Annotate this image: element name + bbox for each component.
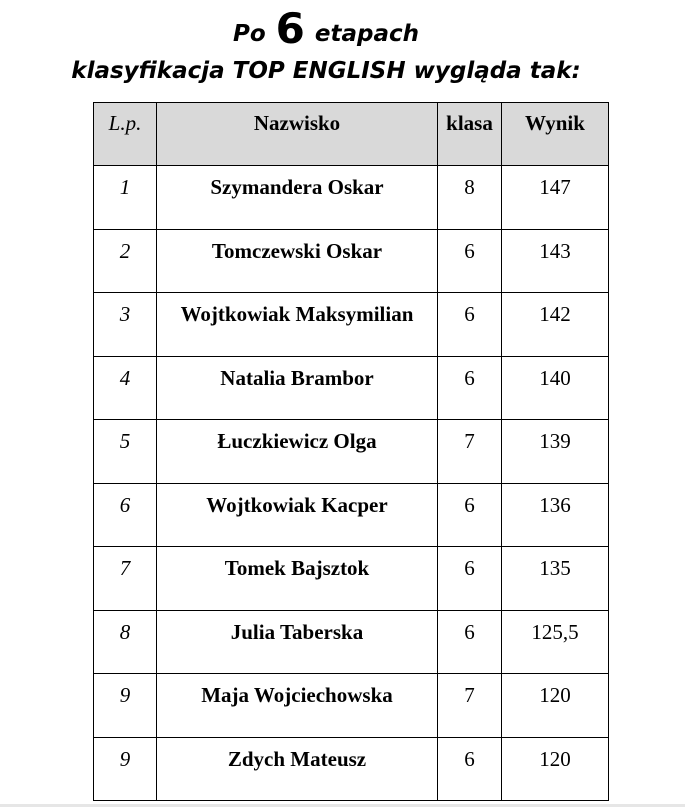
row-class: 6: [438, 229, 502, 293]
table-row: [94, 229, 609, 293]
row-position: 3: [94, 293, 157, 357]
row-position: 9: [94, 737, 157, 801]
column-header-lp: L.p.: [94, 103, 157, 166]
page-title: [0, 6, 652, 57]
row-name: Szymandera Oskar: [157, 166, 438, 230]
page-subtitle: klasyfikacja TOP ENGLISH wygląda tak:: [71, 58, 581, 84]
row-class: 6: [438, 737, 502, 801]
row-class: 6: [438, 483, 502, 547]
row-name: Maja Wojciechowska: [157, 674, 438, 738]
row-position: 7: [94, 547, 157, 611]
row-position: 1: [94, 166, 157, 230]
table-row: [94, 420, 609, 484]
table-header-row: [94, 103, 609, 166]
row-name: Julia Taberska: [157, 610, 438, 674]
row-name: Wojtkowiak Maksymilian: [157, 293, 438, 357]
row-class: 6: [438, 547, 502, 611]
row-name: Wojtkowiak Kacper: [157, 483, 438, 547]
table-row: [94, 547, 609, 611]
title-stage-number: 6: [275, 4, 305, 53]
title-prefix: Po: [232, 21, 266, 47]
row-class: 7: [438, 420, 502, 484]
row-name: Łuczkiewicz Olga: [157, 420, 438, 484]
table-row: [94, 356, 609, 420]
row-position: 4: [94, 356, 157, 420]
table-row: [94, 483, 609, 547]
table-row: [94, 610, 609, 674]
row-position: 6: [94, 483, 157, 547]
row-class: 8: [438, 166, 502, 230]
row-position: 9: [94, 674, 157, 738]
table-row: [94, 737, 609, 801]
row-position: 8: [94, 610, 157, 674]
row-score: 143: [502, 229, 609, 293]
row-score: 135: [502, 547, 609, 611]
title-suffix: etapach: [314, 21, 420, 47]
ranking-table: [93, 102, 609, 801]
row-score: 147: [502, 166, 609, 230]
row-class: 7: [438, 674, 502, 738]
row-score: 125,5: [502, 610, 609, 674]
row-class: 6: [438, 610, 502, 674]
row-score: 140: [502, 356, 609, 420]
row-score: 142: [502, 293, 609, 357]
row-score: 136: [502, 483, 609, 547]
table-row: [94, 166, 609, 230]
row-name: Zdych Mateusz: [157, 737, 438, 801]
row-name: Natalia Brambor: [157, 356, 438, 420]
row-class: 6: [438, 356, 502, 420]
row-class: 6: [438, 293, 502, 357]
row-score: 120: [502, 674, 609, 738]
row-position: 5: [94, 420, 157, 484]
row-score: 139: [502, 420, 609, 484]
column-header-class: klasa: [438, 103, 502, 166]
column-header-score: Wynik: [502, 103, 609, 166]
row-score: 120: [502, 737, 609, 801]
table-row: [94, 293, 609, 357]
row-name: Tomek Bajsztok: [157, 547, 438, 611]
table-row: [94, 674, 609, 738]
row-position: 2: [94, 229, 157, 293]
row-name: Tomczewski Oskar: [157, 229, 438, 293]
column-header-name: Nazwisko: [157, 103, 438, 166]
